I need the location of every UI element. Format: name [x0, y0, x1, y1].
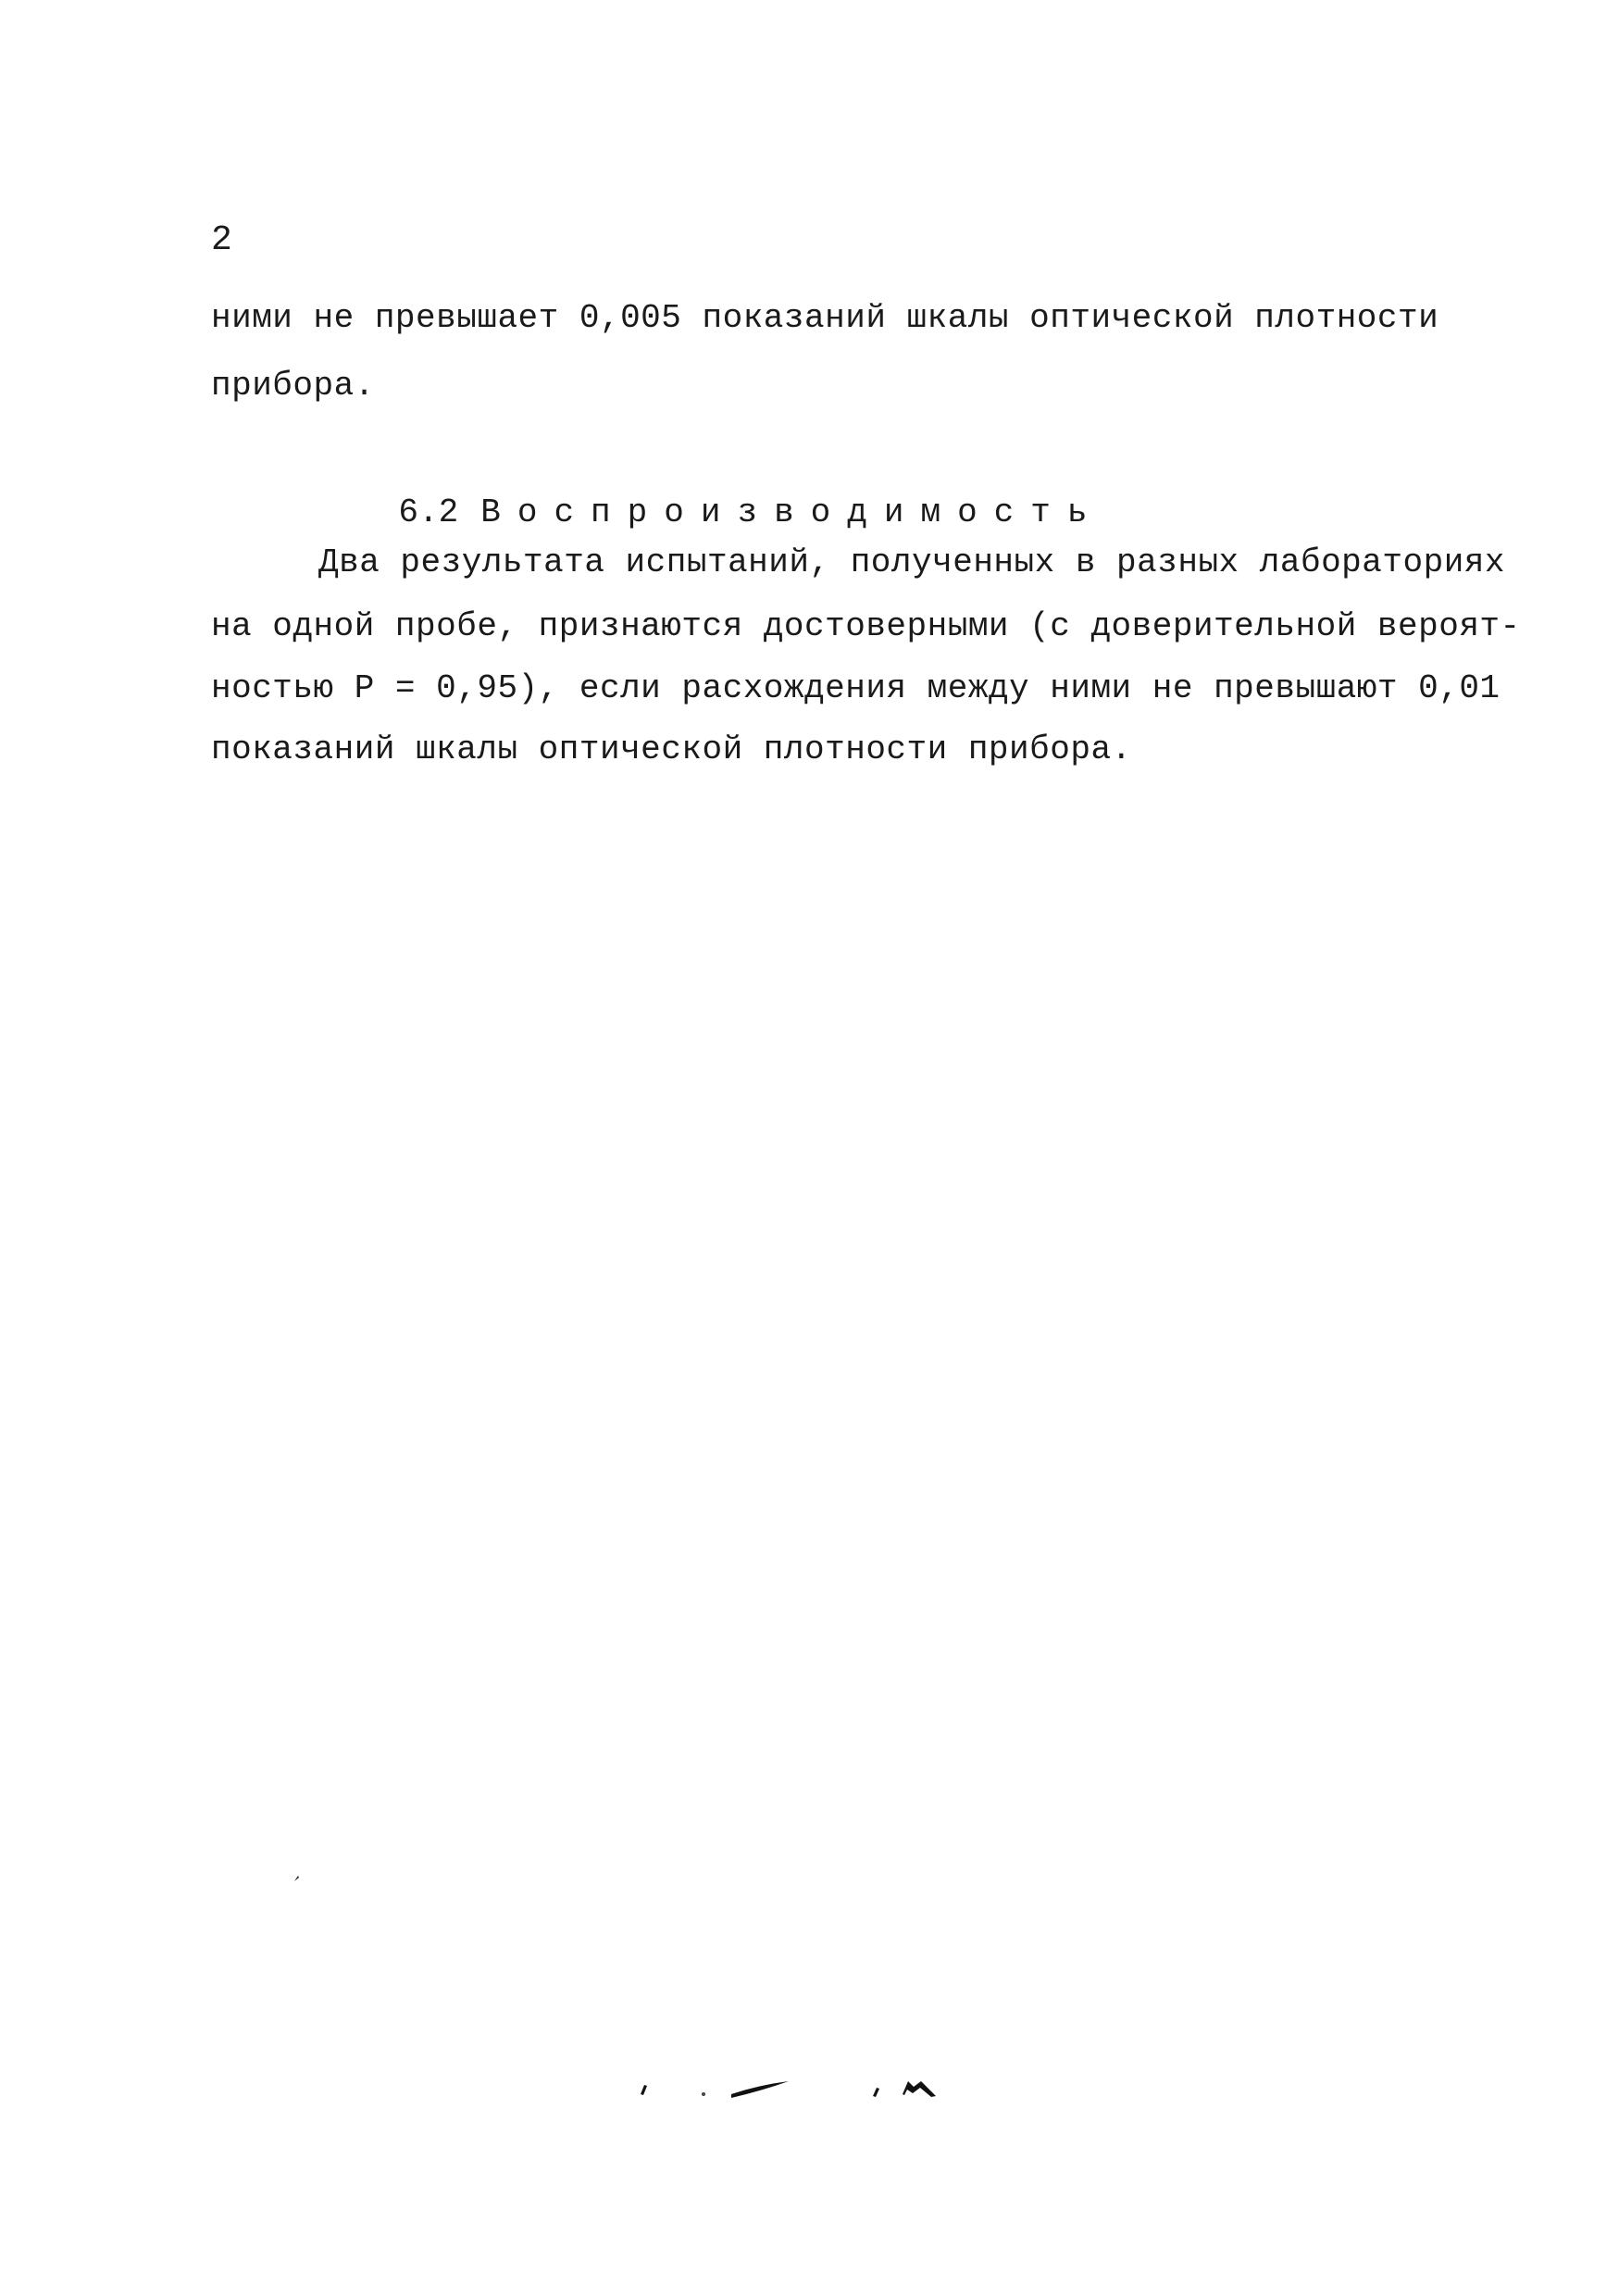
scan-speck [731, 2081, 789, 2098]
scan-speck [294, 1876, 299, 1881]
paragraph-1-line-1: ними не превышает 0,005 показаний шкалы оптической плотности [211, 299, 1439, 337]
paragraph-2-line-4: показаний шкалы оптической плотности прибора. [211, 730, 1132, 768]
paragraph-2-line-3: ностью Р = 0,95), если расхождения между ними не превышают 0,01 [211, 669, 1501, 707]
paragraph-1-line-2: прибора. [211, 367, 375, 405]
section-number: 6.2 [398, 493, 459, 531]
paragraph-2-line-1: Два результата испытаний, полученных в разных лабораториях [318, 543, 1506, 581]
page-number: 2 [211, 220, 232, 260]
section-title: Воспроизводимость [480, 493, 1104, 531]
paragraph-2-line-2: на одной пробе, признаются достоверными (с доверительной вероят- [211, 607, 1521, 645]
scan-speck [641, 2085, 647, 2095]
scan-speck [903, 2081, 936, 2097]
scan-speck [702, 2092, 705, 2096]
scan-speck [873, 2088, 879, 2097]
